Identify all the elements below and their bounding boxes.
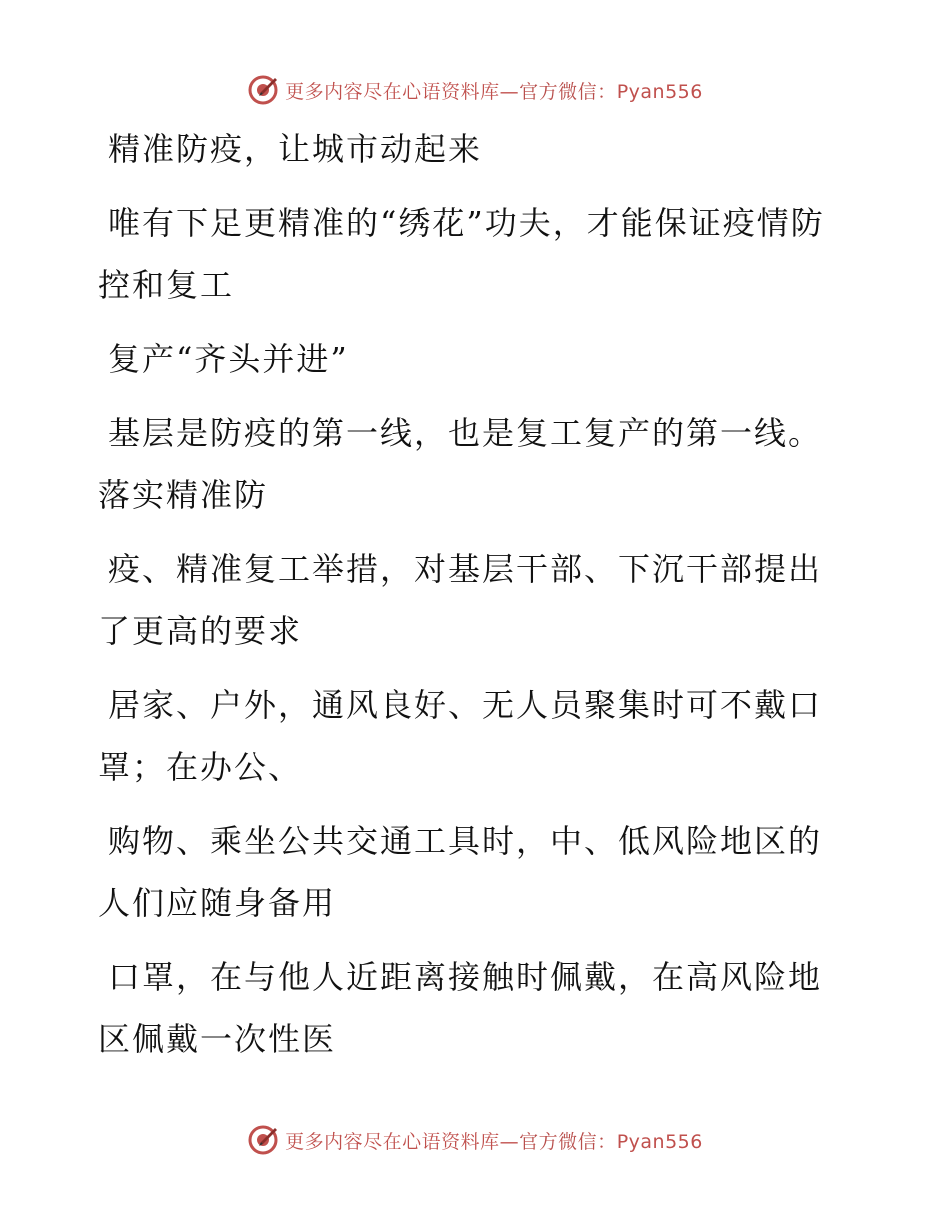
footer-banner-sep: — xyxy=(499,1130,520,1153)
header-banner-wx: 官方微信： xyxy=(519,80,617,103)
paragraph-8: 口罩，在与他人近距离接触时佩戴，在高风险地区佩戴一次性医 xyxy=(98,958,823,1058)
quill-logo-icon xyxy=(247,1124,279,1156)
paragraph-5: 疫、精准复工举措，对基层干部、下沉干部提出了更高的要求 xyxy=(98,550,823,650)
header-banner-sep: — xyxy=(499,80,520,103)
header-banner xyxy=(0,70,950,110)
header-banner-id: Pyan556 xyxy=(616,80,703,103)
paragraph-4: 基层是防疫的第一线，也是复工复产的第一线。落实精准防 xyxy=(98,414,823,514)
footer-banner-main: 更多内容尽在心语资料库 xyxy=(285,1130,500,1153)
header-banner-text xyxy=(285,77,703,104)
quill-logo-icon xyxy=(247,74,279,106)
footer-banner-text xyxy=(285,1127,703,1154)
footer-banner-wx: 官方微信： xyxy=(519,1130,617,1153)
document-body xyxy=(98,118,838,1082)
paragraph-1: 精准防疫，让城市动起来 xyxy=(108,130,483,168)
paragraph-2: 唯有下足更精准的“绣花”功夫，才能保证疫情防控和复工 xyxy=(98,204,825,304)
paragraph-6: 居家、户外，通风良好、无人员聚集时可不戴口罩；在办公、 xyxy=(98,686,823,786)
footer-banner xyxy=(0,1120,950,1160)
paragraph-3: 复产“齐头并进” xyxy=(108,340,349,378)
header-banner-main: 更多内容尽在心语资料库 xyxy=(285,80,500,103)
paragraph-7: 购物、乘坐公共交通工具时，中、低风险地区的人们应随身备用 xyxy=(98,822,823,922)
footer-banner-id: Pyan556 xyxy=(616,1130,703,1153)
